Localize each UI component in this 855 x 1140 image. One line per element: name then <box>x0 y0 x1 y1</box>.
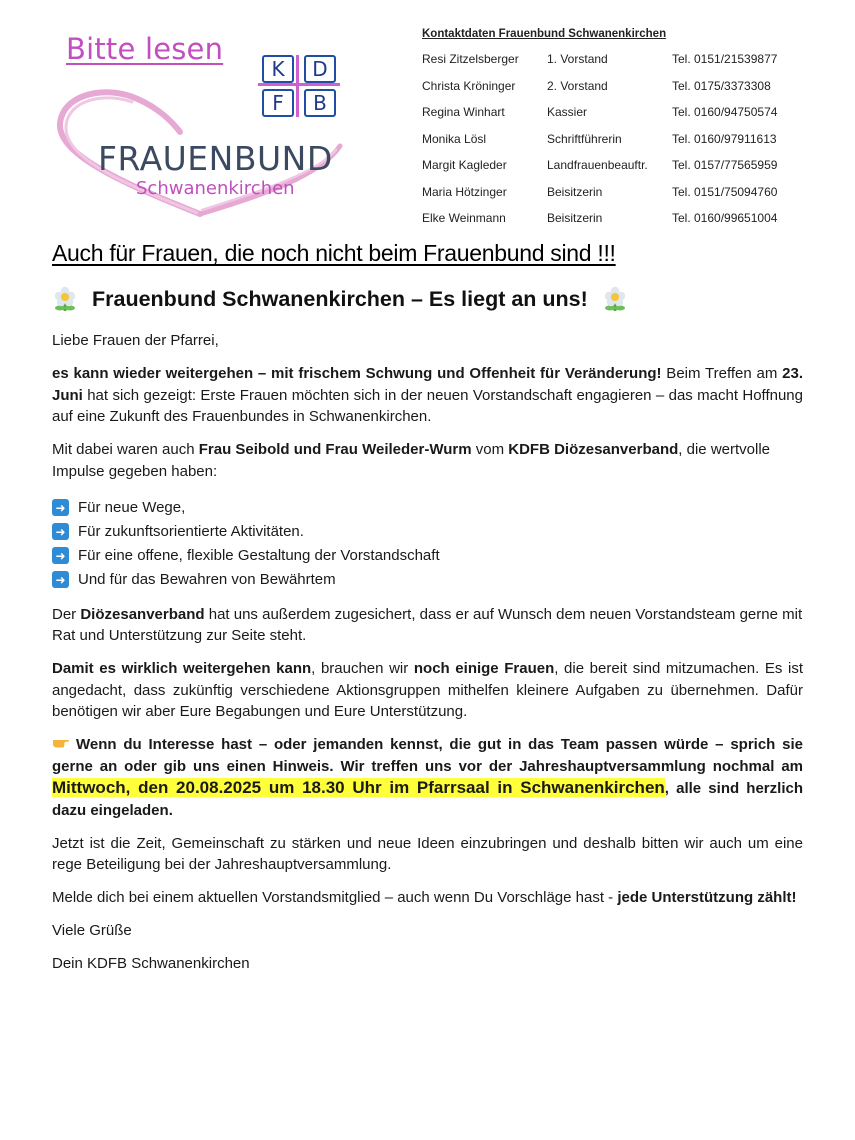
contact-role: Landfrauenbeauftr. <box>547 158 648 172</box>
contact-role: Beisitzerin <box>547 184 603 199</box>
contact-phone: Tel. 0157/77565959 <box>672 158 778 172</box>
contact-name: Regina Winhart <box>422 105 505 119</box>
paragraph-intro <box>52 363 803 428</box>
kdfb-letter-f: F <box>262 89 294 117</box>
contact-row <box>422 46 802 73</box>
pointing-hand-icon <box>52 735 70 749</box>
list-item-text: Und für das Bewahren von Bewährtem <box>78 570 336 588</box>
contact-phone: Tel. 0151/75094760 <box>672 184 778 199</box>
contact-phone: Tel. 0160/99651004 <box>672 211 778 225</box>
contact-phone: Tel. 0160/97911613 <box>672 131 777 146</box>
kdfb-letter-k: K <box>262 55 294 83</box>
contact-text: Melde dich bei einem aktuellen Vorstandsmitglied – auch wenn Du Vorschläge hast - <box>52 889 618 906</box>
need-text-2: , die bereit sind mitzumachen. Es ist angedacht, dass zukünftig verschiedene Aktionsgruppen mithelfen kleinere Aufgaben zu übernehmen. Dafür benötigen wir aber Eure Begabungen und Eure Unterstützung. <box>52 660 804 720</box>
contact-row <box>422 126 802 153</box>
closing-signature: Dein KDFB Schwanenkirchen <box>52 955 250 972</box>
contact-row <box>422 179 802 206</box>
arrow-right-icon: ➜ <box>52 571 69 588</box>
paragraph-support <box>52 604 803 647</box>
paragraph-need <box>52 658 803 723</box>
paragraph-contact <box>52 887 803 909</box>
guest-names: Frau Seibold und Frau Weileder-Wurm <box>198 441 472 458</box>
contact-role: 1. Vorstand <box>547 52 608 66</box>
logo-subtitle: Schwanenkirchen <box>136 178 295 199</box>
guests-text-3: , die wertvolle Impulse gegeben haben: <box>52 441 771 480</box>
contact-table <box>422 26 802 232</box>
contact-row <box>422 152 802 179</box>
page-subheadline <box>52 286 628 312</box>
support-text-2: hat uns außerdem zugesichert, dass er auf Wunsch dem neuen Vorstandsteam gerne mit Rat und Unterstützung zur Seite steht. <box>52 605 803 644</box>
intro-bold: es kann wieder weitergehen – mit frischem Schwung und Offenheit für Veränderung! <box>52 365 662 382</box>
invitation-text-1: Wenn du Interesse hast – oder jemanden kennst, die gut in das Team passen würde – sprich sie gerne an oder gib uns einen Hinweis. Wir treffen uns vor der Jahreshauptversammlung nochmal am <box>52 736 803 775</box>
list-item <box>52 520 803 544</box>
intro-text-1: Beim Treffen am <box>661 365 783 382</box>
arrow-right-icon: ➜ <box>52 499 69 516</box>
contact-row <box>422 99 802 126</box>
impulse-list <box>52 494 803 592</box>
kdfb-letter-b: B <box>304 89 336 117</box>
closing-greeting: Viele Grüße <box>52 922 132 939</box>
guests-text-1: Mit dabei waren auch <box>52 441 199 458</box>
kdfb-letter-d: D <box>304 55 336 83</box>
contact-name: Elke Weinmann <box>422 211 506 225</box>
contact-name: Maria Hötzinger <box>422 184 507 199</box>
contact-phone: Tel. 0151/21539877 <box>672 52 778 66</box>
meeting-date: 23. Juni <box>52 365 803 404</box>
list-item <box>52 544 803 568</box>
paragraph-time: Jetzt ist die Zeit, Gemeinschaft zu stärken und neue Ideen einzubringen und deshalb bitten wir auch um eine rege Beteiligung bei der Jahreshauptversammlung. <box>52 834 803 873</box>
intro-text-2: hat sich gezeigt: Erste Frauen möchten sich in der neuen Vorstandschaft engagieren – das macht Hoffnung auf eine Zukunft des Frauenbundes in Schwanenkirchen. <box>52 386 803 425</box>
invitation-text-2: , alle sind herzlich dazu eingeladen. <box>52 780 803 819</box>
page-headline: Auch für Frauen, die noch nicht beim Frauenbund sind !!! <box>52 240 616 266</box>
contact-role: Beisitzerin <box>547 211 603 225</box>
flower-icon <box>52 286 78 312</box>
flower-icon <box>602 286 628 312</box>
contact-name: Monika Lösl <box>422 131 487 146</box>
paragraph-invitation <box>52 734 803 821</box>
contact-role: 2. Vorstand <box>547 78 608 93</box>
subheadline-text: Frauenbund Schwanenkirchen – Es liegt an uns! <box>92 286 588 311</box>
logo-title: FRAUENBUND <box>98 139 333 178</box>
greeting: Liebe Frauen der Pfarrei, <box>52 332 219 349</box>
guests-text-2: vom <box>471 441 509 458</box>
support-text-1: Der <box>52 605 81 623</box>
contact-name: Resi Zitzelsberger <box>422 52 519 66</box>
contact-name: Margit Kagleder <box>422 158 507 172</box>
need-text-1: , brauchen wir <box>311 660 414 677</box>
kdfb-logo <box>258 55 340 117</box>
arrow-right-icon: ➜ <box>52 523 69 540</box>
contact-row <box>422 205 802 232</box>
letter-body <box>52 330 803 986</box>
list-item <box>52 568 803 592</box>
list-item-text: Für neue Wege, <box>78 498 186 516</box>
list-item-text: Für zukunftsorientierte Aktivitäten. <box>78 522 304 540</box>
contact-row <box>422 73 802 100</box>
contact-role: Kassier <box>547 105 588 119</box>
contact-bold: jede Unterstützung zählt! <box>617 889 797 906</box>
need-bold-1: Damit es wirklich weitergehen kann <box>52 660 312 677</box>
meeting-highlight: Mittwoch, den 20.08.2025 um 18.30 Uhr im Pfarrsaal in Schwanenkirchen <box>52 778 665 797</box>
support-org: Diözesanverband <box>80 605 205 623</box>
bitte-lesen-label: Bitte lesen <box>66 32 224 66</box>
contact-phone: Tel. 0175/3373308 <box>672 78 771 93</box>
paragraph-guests <box>52 439 803 482</box>
guest-org: KDFB Diözesanverband <box>508 441 679 458</box>
contact-phone: Tel. 0160/94750574 <box>672 105 778 119</box>
list-item-text: Für eine offene, flexible Gestaltung der Vorstandschaft <box>78 546 440 564</box>
contact-table-title: Kontaktdaten Frauenbund Schwanenkirchen <box>422 28 667 40</box>
list-item <box>52 496 803 520</box>
need-bold-2: noch einige Frauen <box>413 660 555 677</box>
arrow-right-icon: ➜ <box>52 547 69 564</box>
contact-name: Christa Kröninger <box>422 78 516 93</box>
contact-role: Schriftführerin <box>547 131 622 146</box>
